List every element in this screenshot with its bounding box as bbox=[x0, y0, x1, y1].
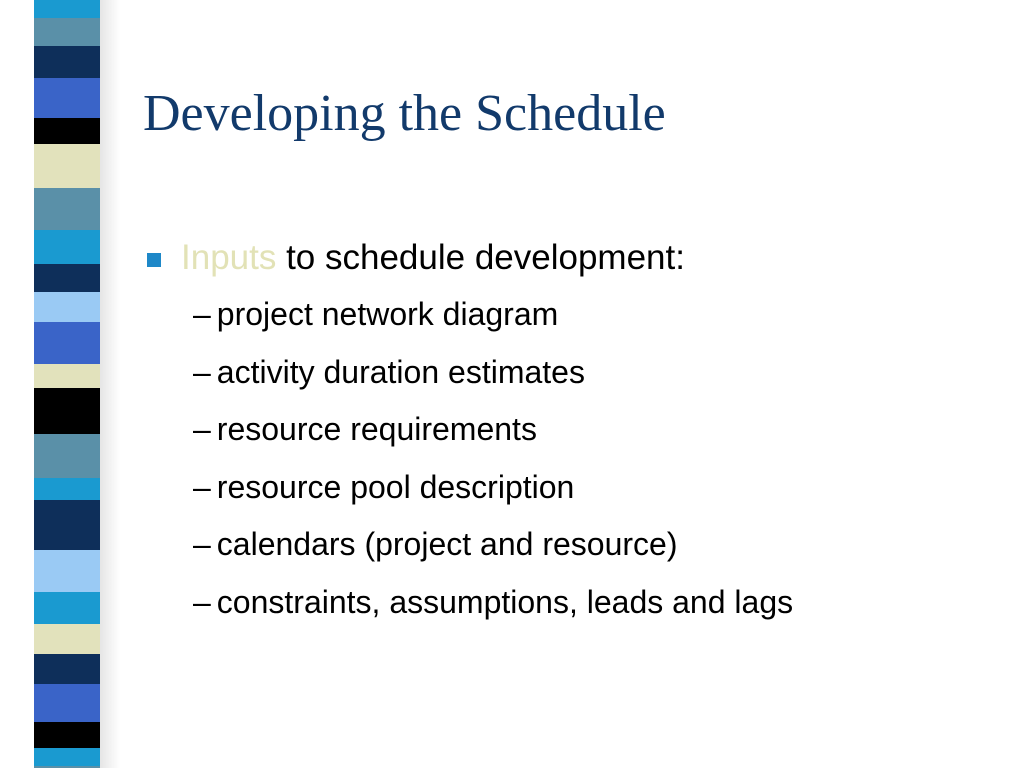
highlight-word: Inputs bbox=[181, 238, 277, 277]
dash-marker: – bbox=[193, 411, 211, 447]
sub-bullet-text: resource pool description bbox=[216, 468, 575, 505]
dash-marker: – bbox=[193, 296, 211, 332]
stripe-block bbox=[34, 292, 100, 322]
stripe-block bbox=[34, 388, 100, 434]
stripe-block bbox=[34, 550, 100, 592]
stripe-block bbox=[34, 748, 100, 766]
slide-content bbox=[143, 230, 1003, 631]
stripe-block bbox=[34, 0, 100, 18]
sub-bullet-text: resource requirements bbox=[216, 411, 537, 447]
stripe-block bbox=[34, 722, 100, 748]
dash-marker: – bbox=[193, 526, 211, 562]
stripe-block bbox=[34, 264, 100, 292]
sub-bullet-item bbox=[143, 459, 1003, 517]
main-bullet bbox=[143, 230, 1003, 286]
stripe-block bbox=[34, 144, 100, 188]
sub-bullet-item bbox=[143, 344, 1003, 402]
stripe-block bbox=[34, 322, 100, 364]
dash-marker: – bbox=[193, 353, 211, 390]
stripe-block bbox=[34, 230, 100, 264]
dash-marker: – bbox=[193, 583, 211, 620]
stripe-block bbox=[34, 684, 100, 722]
stripe-block bbox=[34, 654, 100, 684]
stripe-block bbox=[34, 78, 100, 118]
stripe-block bbox=[34, 478, 100, 500]
sub-bullet-text: activity duration estimates bbox=[216, 353, 585, 390]
sub-bullet-list bbox=[143, 286, 1003, 631]
sub-bullet-text: calendars (project and resource) bbox=[216, 526, 678, 562]
stripe-block bbox=[34, 118, 100, 144]
stripe-block bbox=[34, 592, 100, 624]
stripe-block bbox=[34, 624, 100, 654]
stripe-block bbox=[34, 434, 100, 478]
sub-bullet-text: project network diagram bbox=[216, 296, 559, 332]
stripe-block bbox=[34, 364, 100, 388]
decorative-side-bar bbox=[34, 0, 100, 768]
stripe-block bbox=[34, 46, 100, 78]
sub-bullet-item bbox=[143, 516, 1003, 574]
stripe-block bbox=[34, 500, 100, 550]
sub-bullet-item bbox=[143, 401, 1003, 459]
dash-marker: – bbox=[193, 468, 211, 505]
stripe-block bbox=[34, 188, 100, 230]
sub-bullet-item bbox=[143, 286, 1003, 344]
side-bar-shadow bbox=[100, 0, 120, 768]
stripe-block bbox=[34, 18, 100, 46]
bullet-text: to schedule development: bbox=[276, 238, 685, 277]
sub-bullet-text: constraints, assumptions, leads and lags bbox=[216, 583, 794, 620]
square-bullet-icon bbox=[147, 253, 161, 267]
slide-title: Developing the Schedule bbox=[143, 85, 666, 142]
sub-bullet-item bbox=[143, 574, 1003, 632]
